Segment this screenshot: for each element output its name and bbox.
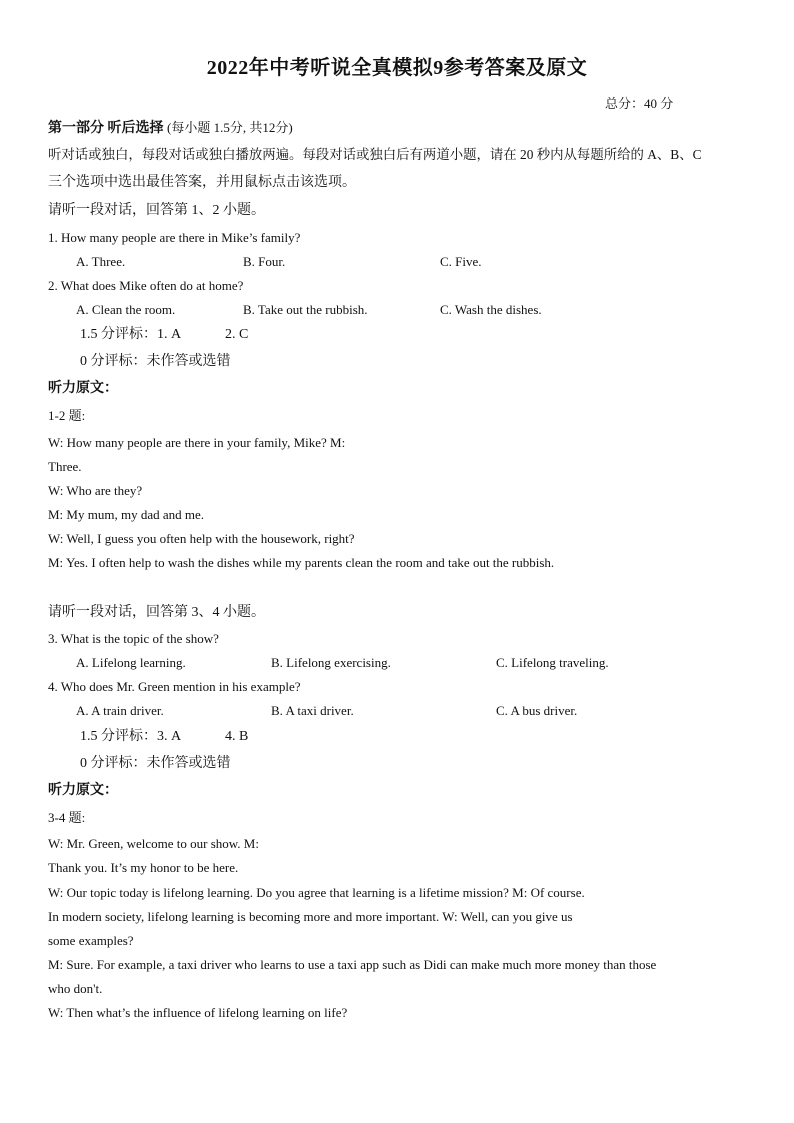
- q2-option-a: A. Clean the room.: [76, 302, 176, 317]
- set1-transcript-line: M: My mum, my dad and me.: [48, 507, 204, 522]
- part1-heading: [48, 121, 293, 136]
- q4-stem: 4. Who does Mr. Green mention in his example?: [48, 679, 301, 694]
- set2-prompt: 请听一段对话，回答第 3、4 小题。: [48, 605, 265, 620]
- set1-transcript-line: W: How many people are there in your family, Mike? M:: [48, 435, 346, 450]
- q1-option-c: C. Five.: [440, 254, 482, 269]
- q3-option-a: A. Lifelong learning.: [76, 655, 186, 670]
- q2-stem: 2. What does Mike often do at home?: [48, 278, 244, 293]
- set2-transcript-range: 3-4 题:: [48, 810, 86, 825]
- q2-option-c: C. Wash the dishes.: [440, 302, 542, 317]
- set1-transcript-line: M: Yes. I often help to wash the dishes while my parents clean the room and take out the rubbish.: [48, 555, 555, 570]
- set2-transcript-line: W: Mr. Green, welcome to our show. M:: [48, 836, 259, 851]
- set1-transcript-range: 1-2 题:: [48, 408, 86, 423]
- set2-transcript-line: Thank you. It’s my honor to be here.: [48, 860, 239, 875]
- set1-prompt: 请听一段对话，回答第 1、2 小题。: [48, 203, 265, 218]
- set2-scoring-zero: 0 分评标：未作答或选错: [80, 756, 231, 771]
- q3-option-c: C. Lifelong traveling.: [496, 655, 609, 670]
- set2-transcript-line: M: Sure. For example, a taxi driver who learns to use a taxi app such as Didi can make much more money than those: [48, 957, 657, 972]
- q1-stem: 1. How many people are there in Mike’s family?: [48, 230, 301, 245]
- q1-option-b: B. Four.: [243, 254, 286, 269]
- set2-transcript-line: W: Then what’s the influence of lifelong learning on life?: [48, 1005, 348, 1020]
- set1-transcript-line: W: Well, I guess you often help with the housework, right?: [48, 531, 355, 546]
- set2-transcript-line: W: Our topic today is lifelong learning. Do you agree that learning is a lifetime mission? M: Of course.: [48, 885, 585, 900]
- set2-scoring-full: 1.5 分评标：3. A: [80, 729, 182, 744]
- q3-option-b: B. Lifelong exercising.: [271, 655, 391, 670]
- instruction-line-1: 听对话或独白，每段对话或独白播放两遍。每段对话或独白后有两道小题，请在 20 秒内从每题所给的 A、B、C: [48, 147, 702, 162]
- set1-transcript-heading: 听力原文：: [48, 381, 118, 396]
- q4-option-b: B. A taxi driver.: [271, 703, 354, 718]
- instruction-line-2: 三个选项中选出最佳答案，并用鼠标点击该选项。: [48, 175, 356, 190]
- set1-scoring-zero: 0 分评标：未作答或选错: [80, 354, 231, 369]
- part1-heading-title: 第一部分 听后选择: [48, 121, 164, 136]
- part1-heading-note: (每小题 1.5分, 共12分): [167, 120, 293, 135]
- set2-transcript-line: who don't.: [48, 981, 103, 996]
- q1-option-a: A. Three.: [76, 254, 126, 269]
- set2-transcript-heading: 听力原文：: [48, 783, 118, 798]
- set1-scoring-full: 1.5 分评标：1. A: [80, 327, 182, 342]
- set2-transcript-line: In modern society, lifelong learning is becoming more and more important. W: Well, can you give us: [48, 909, 573, 924]
- q3-stem: 3. What is the topic of the show?: [48, 631, 219, 646]
- q4-option-c: C. A bus driver.: [496, 703, 578, 718]
- document-title: 2022年中考听说全真模拟9参考答案及原文: [206, 57, 588, 79]
- q2-option-b: B. Take out the rubbish.: [243, 302, 368, 317]
- set2-transcript-line: some examples?: [48, 933, 134, 948]
- set1-scoring-full-2: 2. C: [225, 327, 249, 342]
- set1-transcript-line: W: Who are they?: [48, 483, 143, 498]
- set1-transcript-line: Three.: [48, 459, 82, 474]
- total-score: 总分：40 分: [605, 96, 674, 111]
- set2-scoring-full-2: 4. B: [225, 729, 249, 744]
- q4-option-a: A. A train driver.: [76, 703, 164, 718]
